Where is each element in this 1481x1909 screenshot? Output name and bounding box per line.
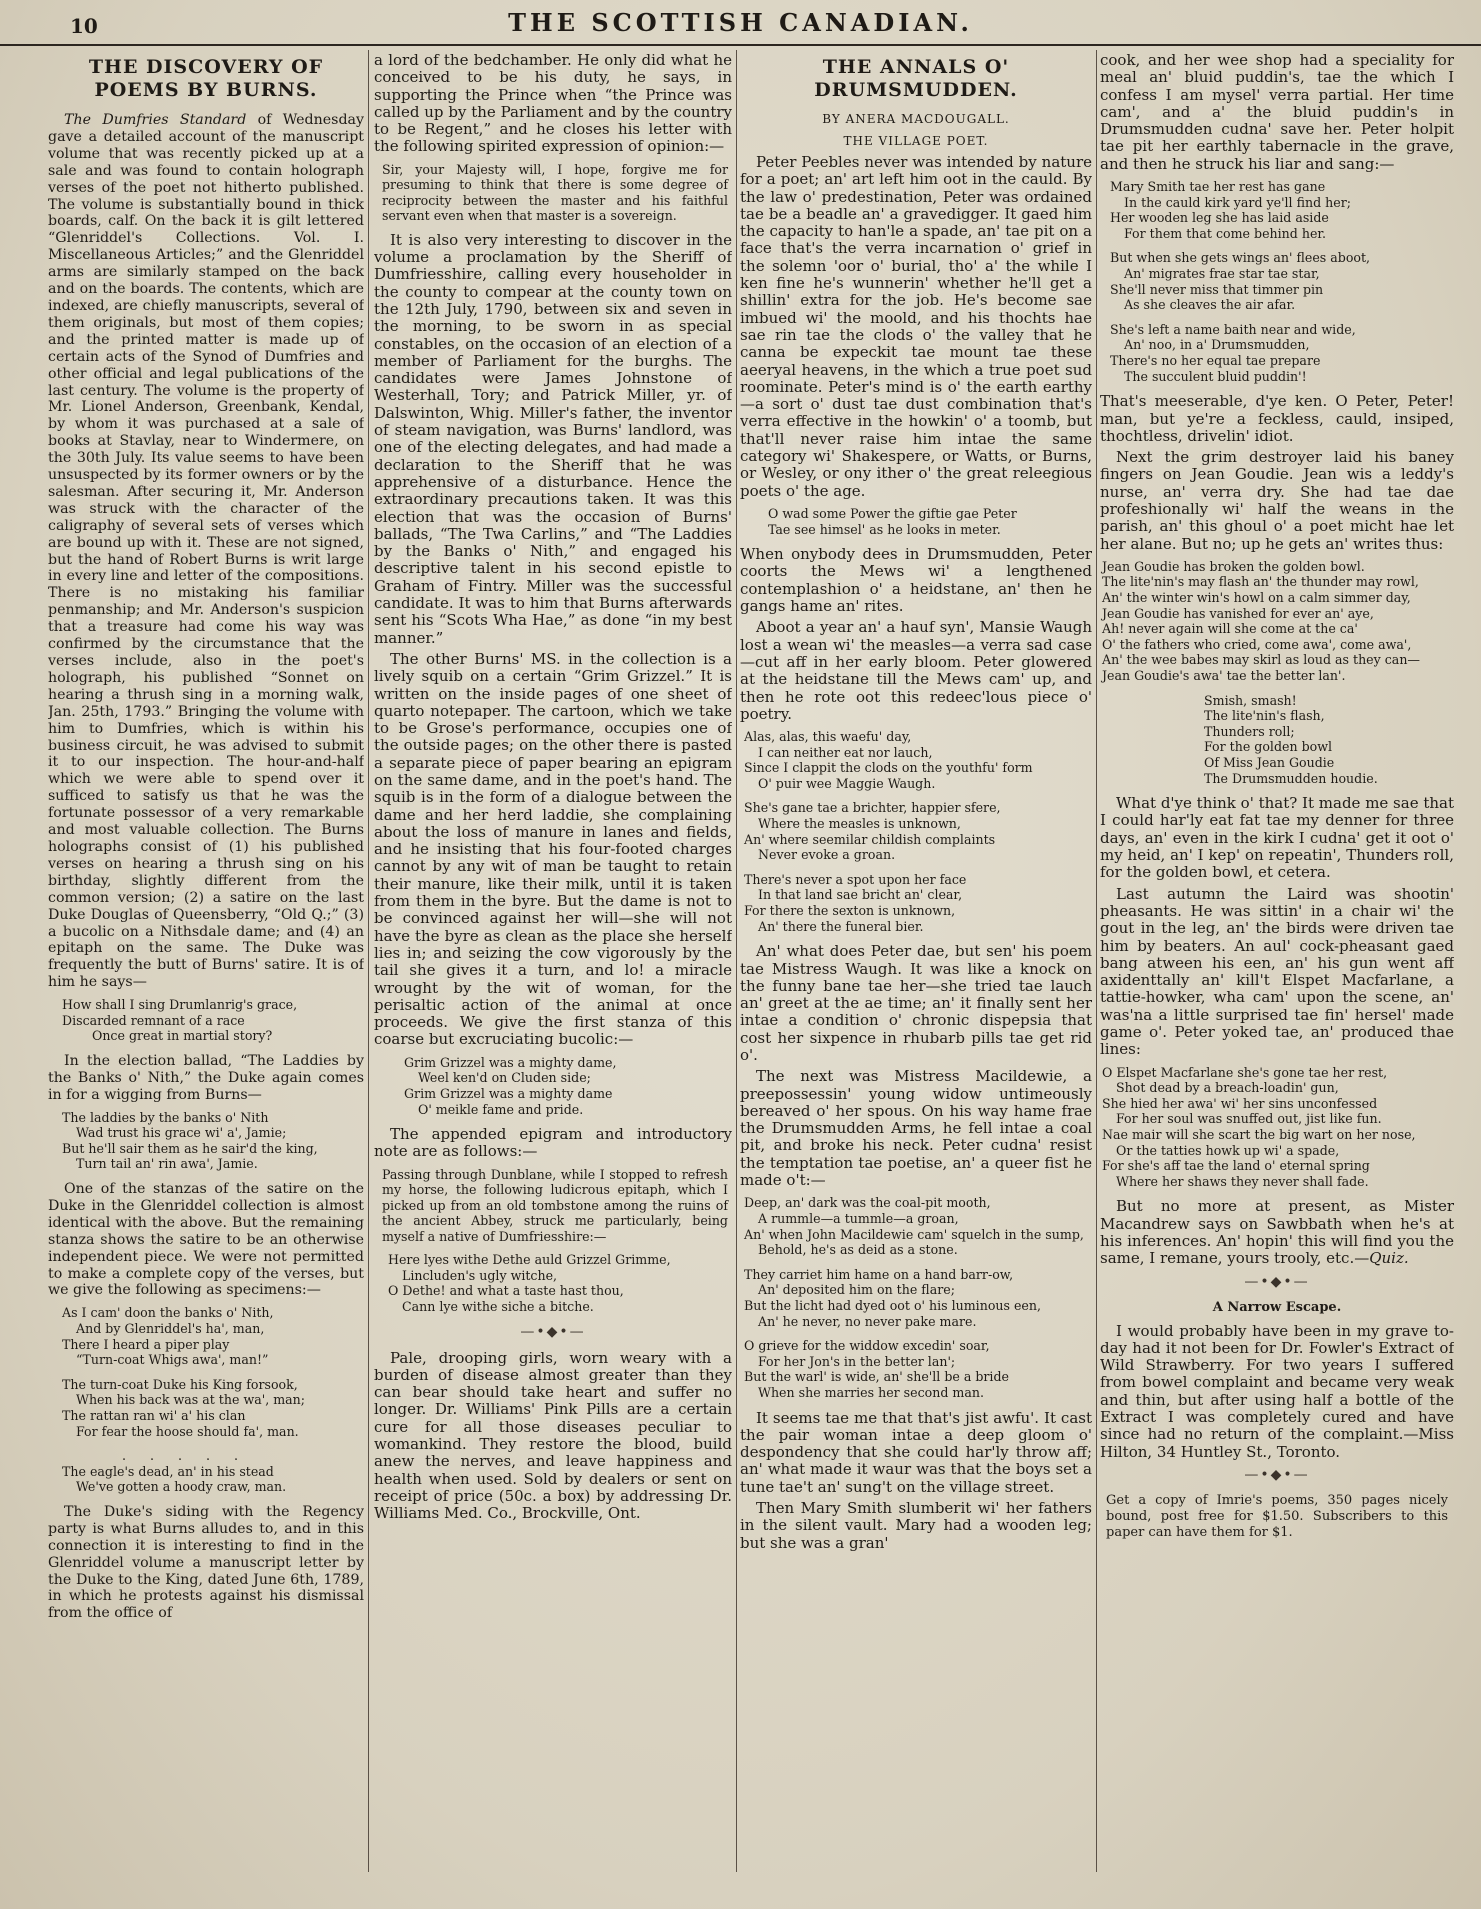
verse-line: Where her shaws they never shall fade.	[1116, 1173, 1369, 1189]
verse-line: As I cam' doon the banks o' Nith,	[62, 1305, 274, 1321]
page-number: 10	[70, 14, 98, 38]
author-signature: Quiz.	[1369, 1249, 1409, 1268]
verse-line: As she cleaves the air afar.	[1124, 297, 1296, 313]
verse-line: Mary Smith tae her rest has gane	[1110, 179, 1326, 195]
annals-paragraph: An' what does Peter dae, but sen' his poem tae Mistress Waugh. It was like a knock on the funny bane tae her—she tried tae lauch an' greet at the ae time; an' it finally sent her intae a condition o' chronic dispepsia that cost her sixpence in rhubarb pills tae get rid o'.	[740, 942, 1092, 1064]
verse-line: But the licht had dyed oot o' his luminous een,	[744, 1297, 1041, 1313]
verse-line: She hied her awa' wi' her sins unconfessed	[1102, 1095, 1378, 1111]
annals-paragraph: Then Mary Smith slumberit wi' her fathers in the silent vault. Mary had a wooden leg; but she was a gran'	[740, 1498, 1092, 1552]
burns-paragraph: One of the stanzas of the satire on the Duke in the Glenriddel collection is almost identical with the above. But the remaining stanza shows the satire to be an otherwise independent piece. We were not permitted to make a complete copy of the verses, but we give the following as specimens:—	[48, 1181, 364, 1299]
verse-line: An' where seemilar childish complaints	[744, 831, 996, 847]
verse-line: They carriet him hame on a hand barr-ow,	[744, 1266, 1014, 1282]
verse	[388, 1252, 732, 1314]
column-3	[740, 52, 1092, 1872]
verse	[1114, 693, 1454, 787]
burns-paragraph: The Duke's siding with the Regency party is what Burns alludes to, and in this connection it is interesting to find in the Glenriddel volume a manuscript letter by the Duke to the King, dated June 6th, 1789, in which he protests against his dismissal from the office of	[48, 1503, 364, 1622]
verse-line: O Dethe! and what a taste hast thou,	[388, 1283, 624, 1299]
verse-line: For fear the hoose should fa', man.	[76, 1423, 299, 1439]
verse-ellipsis: . . . . .	[122, 1448, 249, 1464]
verse-line: An' the wee babes may skirl as loud as they can—	[1102, 652, 1421, 668]
verse-line: The lite'nin's flash,	[1204, 708, 1325, 724]
verse-line: An' there the funeral bier.	[758, 918, 924, 934]
verse-line: Since I clappit the clods on the youthfu' form	[744, 760, 1033, 776]
verse-line: Discarded remnant of a race	[62, 1012, 245, 1028]
verse-line: O' meikle fame and pride.	[418, 1101, 584, 1117]
burns-paragraph: The appended epigram and introductory note are as follows:—	[374, 1125, 732, 1161]
section-divider: —•◆•—	[520, 1323, 586, 1340]
verse-line: O grieve for the widdow excedin' soar,	[744, 1338, 990, 1354]
verse-line: Thunders roll;	[1204, 723, 1295, 739]
verse-line: Where the measles is unknown,	[758, 816, 961, 832]
verse-line: The turn-coat Duke his King forsook,	[62, 1376, 298, 1392]
column-rule	[368, 50, 369, 1872]
burns-paragraph	[48, 112, 364, 991]
verse-line: The lite'nin's may flash an' the thunder may rowl,	[1102, 574, 1419, 590]
verse-line: An' noo, in a' Drumsmudden,	[1124, 337, 1310, 353]
source-name: The Dumfries Standard	[64, 112, 247, 128]
verse-line: For the golden bowl	[1204, 739, 1333, 755]
verse-line: But he'll sair them as he sair'd the king,	[62, 1140, 318, 1156]
verse-line: An' the winter win's howl on a calm simmer day,	[1102, 590, 1411, 606]
verse-line: The eagle's dead, an' in his stead	[62, 1463, 274, 1479]
verse-line: Alas, alas, this waefu' day,	[744, 729, 912, 745]
verse-line: O' puir wee Maggie Waugh.	[758, 775, 936, 791]
verse-line: Weel ken'd on Cluden side;	[418, 1070, 591, 1086]
verse-line: Once great in martial story?	[92, 1028, 273, 1044]
verse-line: And by Glenriddel's ha', man,	[76, 1320, 265, 1336]
verse-line: Grim Grizzel was a mighty dame,	[404, 1054, 617, 1070]
burns-paragraph: It is also very interesting to discover in the volume a proclamation by the Sheriff of Dumfriesshire, calling every householder in the county to compear at the county town on the 12th July, 1790, between six and seven in the morning, to be sworn in as special constables, on the occasion of an election of a member of Parliament for the burghs. The candidates were James Johnstone of Westerhall, Tory; and Patrick Miller, yr. of Dalswinton, Whig. Miller's father, the inventor of steam navigation, was Burns' landlord, was one of the electing delegates, and had made a declaration to the Sheriff that he was apprehensive of a disturbance. Hence the extraordinary precautions taken. It was this election that was the occasion of Burns' ballads, “The Twa Carlins,” and “The Laddies by the Banks o' Nith,” and engaged his descriptive talent in his second epistle to Graham of Fintry. Miller was the successful candidate. It was to him that Burns afterwards sent his “Scots Wha Hae,” as done “in my best manner.”	[374, 230, 732, 647]
verse-line: In the cauld kirk yard ye'll find her;	[1124, 194, 1351, 210]
annals-paragraph: The next was Mistress Macildewie, a preepossessin' young widow untimeously bereaved o' her spous. On his way hame frae the Drumsmudden Arms, he fell intae a coal pit, and broke his neck. Peter cudna' resist the temptation tae poetise, an' a queer fist he made o't:—	[740, 1067, 1092, 1190]
verse-line: An' deposited him on the flare;	[758, 1282, 955, 1298]
annals-headline: THE ANNALS O' DRUMSMUDDEN.	[814, 56, 1018, 101]
verse-line: But when she gets wings an' flees aboot,	[1110, 250, 1371, 266]
byline: BY ANERA MACDOUGALL.	[822, 112, 1010, 126]
paragraph-text: But no more at present, as Mister Macandrew says on Sawbbath when he's at his inferences. An' hopin' this will find you the same, I remane, yours trooly, etc.—	[1100, 1197, 1454, 1268]
annals-paragraph: Peter Peebles never was intended by nature for a poet; an' art left him oot in the cauld. By the law o' predestination, Peter was ordained tae be a beadle an' a gravedigger. It gaed him the capacity to han'le a spade, an' tae pit on a face that's the verra incarnation o' grief in the solemn 'oor o' burial, tho' a' the while I ken fine he's wunnerin' whether he'll get a shillin' extra for the job. He's become sae imbued wi' the moold, and his thochts hae sae rin tae the clods o' the valley that he canna be expeckit tae mount tae these aeeryal heavens, in the which a true poet sud roominate. Peter's mind is o' the earth earthy—a sort o' dust tae dust combination that's verra effective in the howkin' o' a toomb, but that'll never raise him intae the same category wi' Shakespere, or Watts, or Burns, or Wesley, or ony ither o' the great releegious poets o' the age.	[740, 153, 1092, 500]
verse-line: Here lyes withe Dethe auld Grizzel Grimme,	[388, 1252, 671, 1268]
verse-line: Cann lye withe siche a bitche.	[402, 1298, 594, 1314]
column-1	[48, 52, 364, 1872]
annals-paragraph: That's meeserable, d'ye ken. O Peter, Peter! man, but ye're a feckless, cauld, insiped, thochtless, drivelin' idiot.	[1100, 392, 1454, 445]
verse-line: “Turn-coat Whigs awa', man!”	[76, 1352, 269, 1368]
verse-line: Shot dead by a breach-loadin' gun,	[1116, 1080, 1339, 1096]
verse-line: For them that come behind her.	[1124, 225, 1327, 241]
verse-line: But the warl' is wide, an' she'll be a bride	[744, 1369, 1009, 1385]
verse-line: Lincluden's ugly witche,	[402, 1267, 558, 1283]
verse-line: She's gane tae a brichter, happier sfere,	[744, 800, 1001, 816]
verse-line: The succulent bluid puddin'!	[1124, 368, 1307, 384]
quoted-note: Passing through Dunblane, while I stopped to refresh my horse, the following ludicrous epitaph, which I picked up from an old tombstone among the ruins of the ancient Abbey, struck me particularly, being myself a native of Dumfriesshire:—	[382, 1166, 728, 1244]
verse	[1110, 179, 1454, 384]
strawberry-advert: I would probably have been in my grave to-day had it not been for Dr. Fowler's Extract of Wild Strawberry. For two years I suffered from bowel complaint and became very weak and thin, but after using half a bottle of the Extract I was completely cured and have since had no return of the complaint.—Miss Hilton, 34 Huntley St., Toronto.	[1100, 1321, 1454, 1461]
annals-paragraph: Next the grim destroyer laid his baney fingers on Jean Goudie. Jean wis a leddy's nurse, an' verra dry. She had tae dae profeshionally wi' half the weans in the parish, an' this ghoul o' a poet micht hae let her alane. But no; up he gets an' writes thus:	[1100, 448, 1454, 553]
column-2	[374, 52, 732, 1872]
verse-line: The rattan ran wi' a' his clan	[62, 1407, 246, 1423]
verse	[754, 506, 1092, 537]
section-divider: —•◆•—	[1244, 1273, 1310, 1290]
verse-line: How shall I sing Drumlanrig's grace,	[62, 997, 298, 1013]
verse	[404, 1055, 732, 1117]
verse-line: Nae mair will she scart the big wart on her nose,	[1102, 1127, 1416, 1143]
verse-line: She'll never miss that timmer pin	[1110, 281, 1324, 297]
imrie-poems-advert: Get a copy of Imrie's poems, 350 pages nicely bound, post free for $1.50. Subscribers to this paper can have them for $1.	[1106, 1492, 1448, 1540]
verse-line: An' migrates frae star tae star,	[1124, 266, 1320, 282]
verse-line: Deep, an' dark was the coal-pit mooth,	[744, 1195, 991, 1211]
verse-line: Behold, he's as deid as a stone.	[758, 1242, 958, 1258]
burns-paragraph: In the election ballad, “The Laddies by the Banks o' Nith,” the Duke again comes in for a wigging from Burns—	[48, 1052, 364, 1103]
annals-paragraph	[1100, 1198, 1454, 1267]
column-rule	[1096, 50, 1097, 1872]
section-divider: —•◆•—	[1244, 1466, 1310, 1483]
verse-line: For there the sexton is unknown,	[744, 903, 956, 919]
verse-line: Jean Goudie has vanished for ever an' aye,	[1102, 605, 1374, 621]
verse-line: Never evoke a groan.	[758, 847, 896, 863]
verse-line: There's never a spot upon her face	[744, 871, 967, 887]
verse-line: An' he never, no never pake mare.	[758, 1313, 977, 1329]
verse-line: When she marries her second man.	[758, 1384, 984, 1400]
verse-line: Turn tail an' rin awa', Jamie.	[76, 1156, 258, 1172]
annals-paragraph: Last autumn the Laird was shootin' pheasants. He was sittin' in a chair wi' the gout in the leg, an' the birds were driven tae him by beaters. An aul' cock-pheasant gaed bang atween his een, an' his gun went aff axidenttally an' kill't Elspet Macfarlane, a tattie-howker, wha cam' upon the scene, an' was'na a little surprised tae fin' hersel' made game o'. Peter yoked tae, an' produced thae lines:	[1100, 884, 1454, 1059]
annals-paragraph: When onybody dees in Drumsmudden, Peter coorts the Mews wi' a lengthened contemplashion o' a heidstane, an' then he gangs hame an' rites.	[740, 545, 1092, 616]
verse-line: Ah! never again will she come at the ca'	[1102, 621, 1358, 637]
verse	[62, 1305, 364, 1495]
verse-line: Wad trust his grace wi' a', Jamie;	[76, 1125, 287, 1141]
verse	[1102, 559, 1454, 684]
verse-line: There I heard a piper play	[62, 1336, 230, 1352]
verse-line: O' the fathers who cried, come awa', come awa',	[1102, 636, 1412, 652]
verse-line: Jean Goudie's awa' tae the better lan'.	[1102, 668, 1346, 684]
verse-line: Grim Grizzel was a mighty dame	[404, 1085, 613, 1101]
verse-line: Her wooden leg she has laid aside	[1110, 210, 1329, 226]
verse-line: Tae see himsel' as he looks in meter.	[768, 521, 1001, 537]
annals-paragraph: Aboot a year an' a hauf syn', Mansie Waugh lost a wean wi' the measles—a verra sad case—cut aff in her early bloom. Peter glowered at the heidstane till the Mews cam' up, and then he rote oot this redeec'lous piece o' poetry.	[740, 618, 1092, 723]
verse	[62, 997, 364, 1044]
verse-line: Jean Goudie has broken the golden bowl.	[1102, 558, 1365, 574]
verse-line: The Drumsmudden houdie.	[1204, 770, 1378, 786]
verse-line: Of Miss Jean Goudie	[1204, 755, 1335, 770]
masthead	[0, 4, 1481, 46]
burns-paragraph: a lord of the bedchamber. He only did what he conceived to be his duty, he says, in supporting the Prince when “the Prince was called up by the Parliament and by the country to be Regent,” and he closes his letter with the following spirited expression of opinion:—	[374, 52, 732, 156]
verse-line: There's no her equal tae prepare	[1110, 353, 1321, 369]
annals-paragraph: It seems tae me that that's jist awfu'. It cast the pair woman intae a deep gloom o' despondency that she could har'ly throw aff; an' what made it waur was that the boys set a tune tae't an' sung't on the village street.	[740, 1408, 1092, 1496]
column-4	[1100, 52, 1454, 1872]
verse-line: For she's aff tae the land o' eternal spring	[1102, 1158, 1370, 1174]
verse-line: O wad some Power the giftie gae Peter	[768, 505, 1017, 521]
pink-pills-advert: Pale, drooping girls, worn weary with a burden of disease almost greater than they can bear should take heart and suffer no longer. Dr. Williams' Pink Pills are a certain cure for all those diseases peculiar to womankind. They restore the blood, build anew the nerves, and leave happiness and health when used. Sold by dealers or sent on receipt of price (50c. a box) by addressing Dr. Williams Med. Co., Brockville, Ont.	[374, 1348, 732, 1523]
escape-headline: A Narrow Escape.	[1212, 1299, 1342, 1315]
verse-line: O Elspet Macfarlane she's gone tae her rest,	[1102, 1064, 1388, 1080]
section-title: THE VILLAGE POET.	[843, 134, 989, 148]
verse-line: We've gotten a hoody craw, man.	[76, 1479, 287, 1495]
verse-line: The laddies by the banks o' Nith	[62, 1109, 269, 1125]
paragraph-text: of Wednesday gave a detailed account of the manuscript volume that was recently picked up at a sale and was found to contain holograph verses of the poet not hitherto published. The volume is substantially bound in thick boards, calf. On the back it is gilt lettered “Glenriddel's Collections. Vol. I. Miscellaneous Articles;” and the Glenriddel arms are similarly stamped on the back and on the boards. The contents, which are indexed, are chiefly manuscripts, several of them originals, but most of them copies; and the printed matter is made up of certain acts of the Synod of Dumfries and other official and legal publications of the last century. The volume is the property of Mr. Lionel Anderson, Greenbank, Kendal, by whom it was purchased at a sale of books at Stavlay, near to Windermere, on the 30th July. Its value seems to have been unsuspected by its former owners or by the salesman. After securing it, Mr. Anderson was struck with the character of the caligraphy of several sets of verses which are bound up with it. These are not signed, but the hand of Robert Burns is writ large in every line and letter of the compositions. There is no mistaking his familiar penmanship; and Mr. Anderson's suspicion that a treasure had come his way was confirmed by the circumstance that the verses include, also in the poet's holograph, his published “Sonnet on hearing a thrush sing in a morning walk, Jan. 25th, 1793.” Bringing the volume with him to Dumfries, which is within his business circuit, he was advised to submit it to our inspection. The hour-and-half which we were able to spend over it sufficed to satisfy us that he was the fortunate possessor of a very remarkable and most valuable collection. The Burns holographs consist of (1) his published verses on hearing a thrush sing on his birthday, slightly different from the common version; (2) a satire on the last Duke Douglas of Queensberry, “Old Q.;” (3) a bucolic on a Nithsdale dame; and (4) an epitaph on the same. The Duke was frequently the butt of Burns' satire. It is of him he says—	[48, 112, 364, 991]
verse	[1102, 1065, 1454, 1190]
verse-line: When his back was at the wa', man;	[76, 1392, 305, 1408]
verse-line: For her Jon's in the better lan';	[758, 1353, 956, 1369]
verse	[744, 1195, 1092, 1400]
verse-line: She's left a name baith near and wide,	[1110, 321, 1356, 337]
burns-headline: THE DISCOVERY OF POEMS BY BURNS.	[88, 56, 324, 101]
annals-paragraph: cook, and her wee shop had a speciality for meal an' bluid puddin's, tae the which I confess I am mysel' verra partial. Her time cam', and a' the bluid puddin's in Drumsmudden cudna' save her. Peter holpit tae pit her earthly tabernacle in the grave, and then he struck his liar and sang:—	[1100, 52, 1454, 173]
column-rule	[736, 50, 737, 1872]
verse	[744, 729, 1092, 934]
verse-line: For her soul was snuffed out, jist like fun.	[1116, 1111, 1382, 1127]
verse	[62, 1110, 364, 1172]
quoted-letter: Sir, your Majesty will, I hope, forgive me for presuming to think that there is some degree of reciprocity between the master and his faithful servant even when that master is a sovereign.	[382, 161, 728, 224]
verse-line: A rummle—a tummle—a groan,	[758, 1210, 959, 1226]
verse-line: Smish, smash!	[1204, 692, 1297, 708]
annals-paragraph: What d'ye think o' that? It made me sae that I could har'ly eat fat tae my denner for three days, an' even in the kirk I cudna' get it oot o' my heid, an' I kep' on repeatin', Thunders roll, for the golden bowl, et cetera.	[1100, 794, 1454, 882]
burns-paragraph: The other Burns' MS. in the collection is a lively squib on a certain “Grim Grizzel.” It is written on the inside pages of one sheet of quarto notepaper. The cartoon, which we take to be Grose's performance, occupies one of the outside pages; on the other there is pasted a separate piece of paper bearing an epigram on the same dame, and in the poet's hand. The squib is in the form of a dialogue between the dame and her herd laddie, she complaining about the loss of manure in lanes and fields, and he insisting that his four-footed charges cannot by any wit of man be taught to retain their manure, like their milk, until it is taken from them in the byre. But the dame is not to be convinced against her will—she will not have the byre as clean as the place she herself lies in; and seizing the cow vigorously by the tail she gives it a turn, and lo! a miracle wrought by the wit of woman, for the perisaltic action of the animal at once proceeds. We give the first stanza of this coarse but excruciating bucolic:—	[374, 649, 732, 1049]
newspaper-title: THE SCOTTISH CANADIAN.	[508, 8, 973, 37]
verse-line: I can neither eat nor lauch,	[758, 744, 933, 760]
verse-line: Or the tatties howk up wi' a spade,	[1116, 1142, 1340, 1158]
verse-line: An' when John Macildewie cam' squelch in the sump,	[744, 1226, 1084, 1242]
verse-line: In that land sae bricht an' clear,	[758, 887, 963, 903]
